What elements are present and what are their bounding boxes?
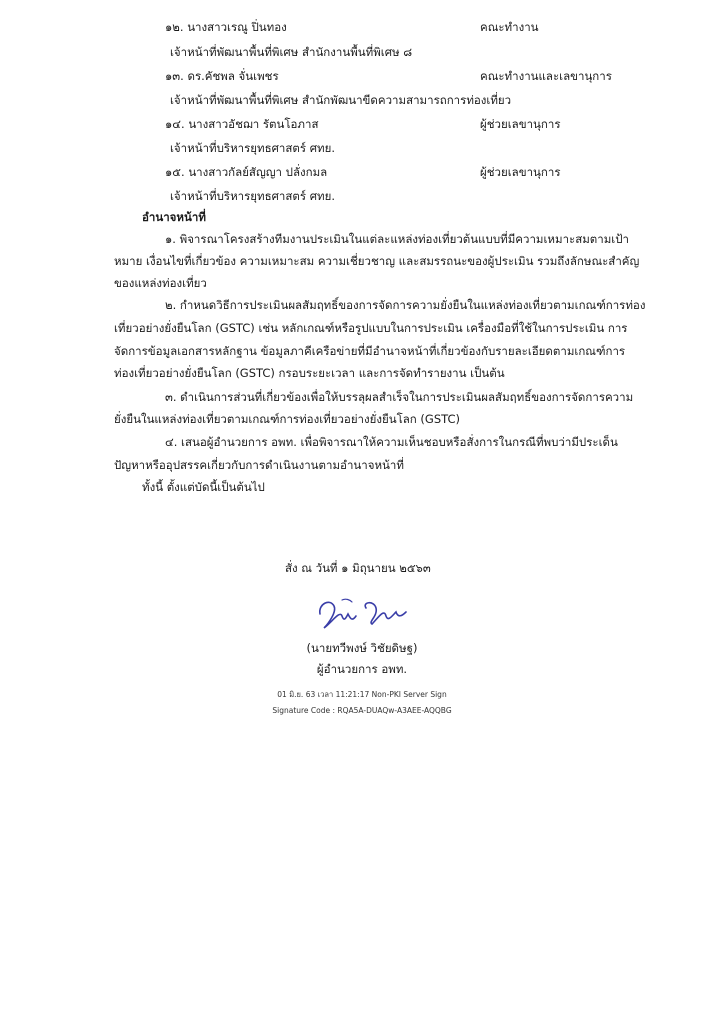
member-15-name: ๑๕. นางสาวกัลย์สัญญา ปลั่งกมล — [165, 165, 328, 179]
duty-2-line-1: ๒. กำหนดวิธีการประเมินผลสัมฤทธิ์ของการจัดการความยั่งยืนในแหล่งท่องเที่ยวตามเกณฑ์การท่อง — [165, 298, 646, 312]
duty-1-line-3: ของแหล่งท่องเที่ยว — [114, 276, 207, 290]
duty-3-line-1: ๓. ดำเนินการส่วนที่เกี่ยวข้องเพื่อให้บรรลุผลสำเร็จในการประเมินผลสัมฤทธิ์ของการจัดการความ — [165, 390, 634, 404]
member-13-position: เจ้าหน้าที่พัฒนาพื้นที่พิเศษ สำนักพัฒนาขีดความสามารถการท่องเที่ยว — [170, 93, 512, 107]
handwritten-signature — [312, 594, 412, 634]
member-15-role: ผู้ช่วยเลขานุการ — [480, 165, 561, 179]
signer-name: (นายทวีพงษ์ วิชัยดิษฐ) — [306, 641, 418, 655]
member-14-name: ๑๔. นางสาวอัชฌา รัตนโอภาส — [165, 117, 319, 131]
member-12-name: ๑๒. นางสาวเรณู ปิ่นทอง — [165, 20, 287, 34]
member-15-position: เจ้าหน้าที่บริหารยุทธศาสตร์ ศทย. — [170, 189, 335, 203]
sign-meta: 01 มิ.ย. 63 เวลา 11:21:17 Non-PKI Server Sign — [277, 690, 447, 699]
duty-1-line-2: หมาย เงื่อนไขที่เกี่ยวข้อง ความเหมาะสม ความเชี่ยวชาญ และสมรรถนะของผู้ประเมิน รวมถึงลักษณะสำคัญ — [114, 254, 640, 268]
member-13-role: คณะทำงานและเลขานุการ — [480, 69, 612, 83]
member-13-name: ๑๓. ดร.คัชพล จั่นเพชร — [165, 69, 279, 83]
duty-2-line-3: จัดการข้อมูลเอกสารหลักฐาน ข้อมูลภาคีเครือข่ายที่มีอำนาจหน้าที่เกี่ยวข้องกับรายละเอียดตามเกณฑ์การ — [114, 344, 626, 358]
signature-code: Signature Code : RQA5A-DUAQw-A3AEE-AQQBG — [272, 706, 452, 715]
member-12-role: คณะทำงาน — [480, 20, 539, 34]
member-14-role: ผู้ช่วยเลขานุการ — [480, 117, 561, 131]
duty-4-line-1: ๔. เสนอผู้อำนวยการ อพท. เพื่อพิจารณาให้ความเห็นชอบหรือสั่งการในกรณีที่พบว่ามีประเด็น — [165, 435, 618, 449]
duty-3-line-2: ยั่งยืนในแหล่งท่องเที่ยวตามเกณฑ์การท่องเที่ยวอย่างยั่งยืนโลก (GSTC) — [114, 412, 460, 426]
member-14-position: เจ้าหน้าที่บริหารยุทธศาสตร์ ศทย. — [170, 141, 335, 155]
duty-2-line-2: เที่ยวอย่างยั่งยืนโลก (GSTC) เช่น หลักเกณฑ์หรือรูปแบบในการประเมิน เครื่องมือที่ใช้ในการประเมิน การ — [114, 321, 628, 335]
duties-heading: อำนาจหน้าที่ — [142, 210, 206, 224]
effective-clause: ทั้งนี้ ตั้งแต่บัดนี้เป็นต้นไป — [142, 480, 265, 494]
duty-4-line-2: ปัญหาหรืออุปสรรคเกี่ยวกับการดำเนินงานตามอำนาจหน้าที่ — [114, 458, 404, 472]
member-12-position: เจ้าหน้าที่พัฒนาพื้นที่พิเศษ สำนักงานพื้นที่พิเศษ ๘ — [170, 45, 413, 59]
duty-1-line-1: ๑. พิจารณาโครงสร้างทีมงานประเมินในแต่ละแหล่งท่องเที่ยวต้นแบบที่มีความเหมาะสมตามเป้า — [165, 232, 629, 246]
ordered-date: สั่ง ณ วันที่ ๑ มิถุนายน ๒๕๖๓ — [285, 561, 431, 575]
duty-2-line-4: ท่องเที่ยวอย่างยั่งยืนโลก (GSTC) กรอบระยะเวลา และการจัดทำรายงาน เป็นต้น — [114, 366, 505, 380]
signer-title: ผู้อำนวยการ อพท. — [316, 662, 408, 676]
